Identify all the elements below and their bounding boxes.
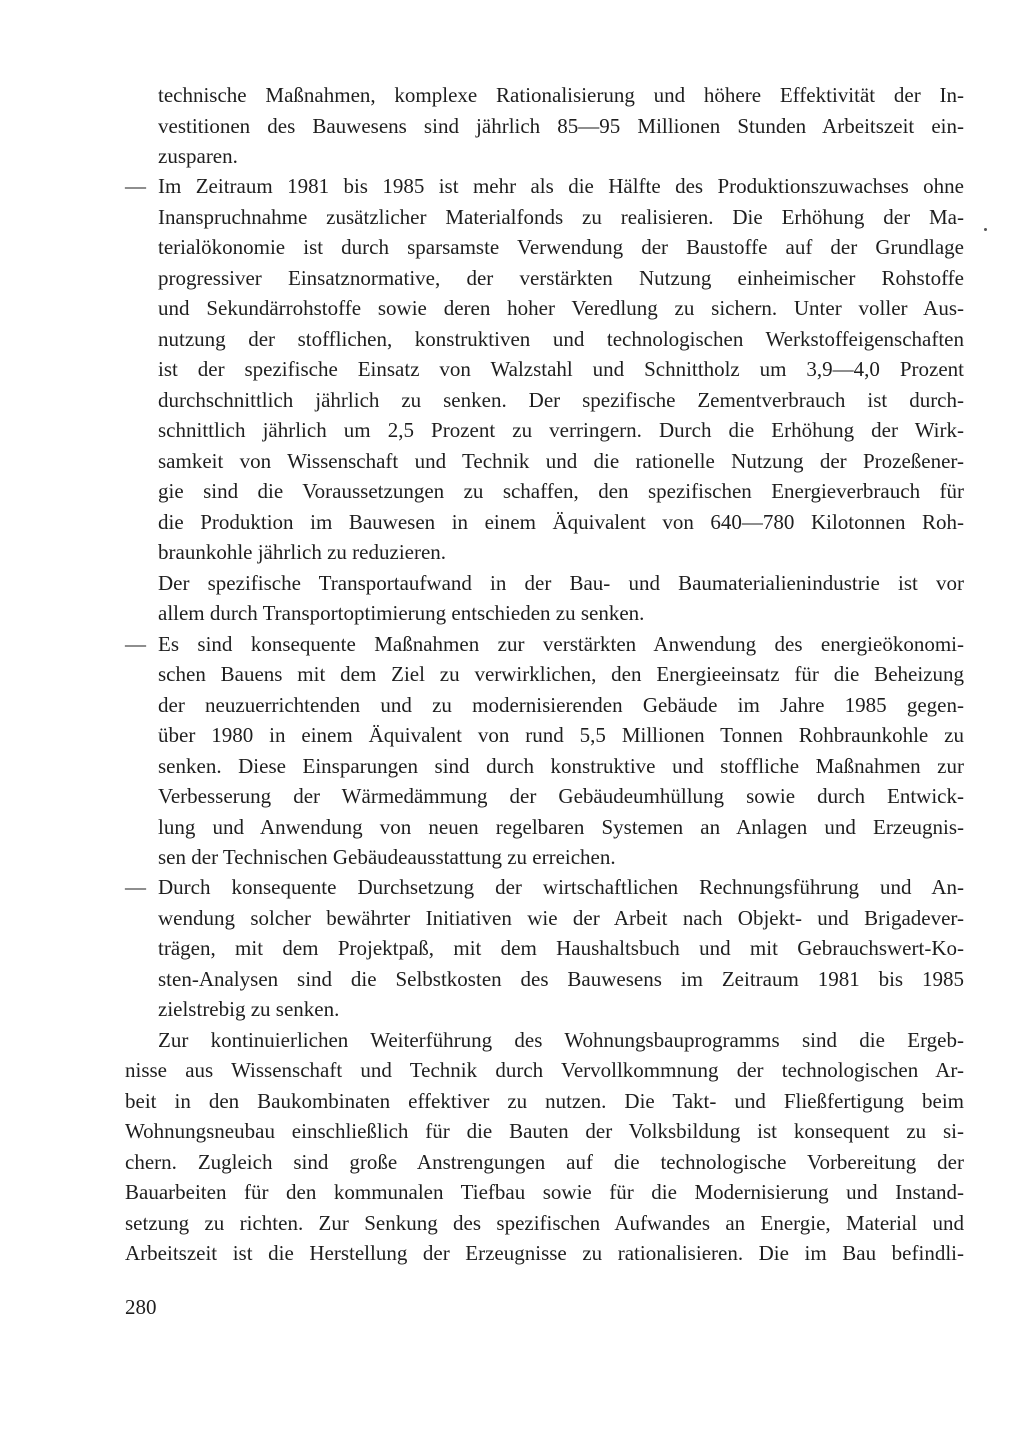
text-line: Wohnungsneubau einschließlich für die Bauten der Volksbildung ist konsequent zu si-	[125, 1119, 964, 1143]
text-line: Arbeitszeit ist die Herstellung der Erzeugnisse zu rationalisieren. Die im Bau befindli-	[125, 1241, 964, 1265]
page-number: 280	[125, 1295, 157, 1319]
text-line: ist der spezifische Einsatz von Walzstahl und Schnittholz um 3,9—4,0 Prozent	[158, 357, 964, 381]
text-line: die Produktion im Bauwesen in einem Äquivalent von 640—780 Kilotonnen Roh-	[158, 510, 964, 534]
text-line: setzung zu richten. Zur Senkung des spezifischen Aufwandes an Energie, Material und	[125, 1211, 964, 1235]
text-line: chern. Zugleich sind große Anstrengungen auf die technologische Vorbereitung der	[125, 1150, 964, 1174]
text-line: samkeit von Wissenschaft und Technik und die rationelle Nutzung der Prozeßener-	[158, 449, 964, 473]
text-line: Zur kontinuierlichen Weiterführung des Wohnungsbauprogramms sind die Ergeb-	[158, 1028, 964, 1052]
text-line: Es sind konsequente Maßnahmen zur verstärkten Anwendung des energieökonomi-	[158, 632, 964, 656]
text-line: allem durch Transportoptimierung entschieden zu senken.	[158, 601, 645, 625]
text-line: Im Zeitraum 1981 bis 1985 ist mehr als die Hälfte des Produktionszuwachses ohne	[158, 174, 964, 198]
text-line: nutzung der stofflichen, konstruktiven und technologischen Werkstoffeigenschaften	[158, 327, 964, 351]
text-line: durchschnittlich jährlich zu senken. Der spezifische Zementverbrauch ist durch-	[158, 388, 964, 412]
text-line: Verbesserung der Wärmedämmung der Gebäudeumhüllung sowie durch Entwick-	[158, 784, 964, 808]
text-line: Bauarbeiten für den kommunalen Tiefbau sowie für die Modernisierung und Instand-	[125, 1180, 964, 1204]
scan-speck	[984, 228, 987, 231]
list-dash: —	[125, 875, 146, 899]
list-dash: —	[125, 174, 146, 198]
text-line: Inanspruchnahme zusätzlicher Materialfonds zu realisieren. Die Erhöhung der Ma-	[158, 205, 964, 229]
text-line: vestitionen des Bauwesens sind jährlich 85—95 Millionen Stunden Arbeitszeit ein-	[158, 114, 964, 138]
text-line: der neuzuerrichtenden und zu modernisierenden Gebäude im Jahre 1985 gegen-	[158, 693, 964, 717]
text-line: wendung solcher bewährter Initiativen wie der Arbeit nach Objekt- und Brigadever-	[158, 906, 964, 930]
text-line: braunkohle jährlich zu reduzieren.	[158, 540, 447, 564]
text-line: nisse aus Wissenschaft und Technik durch Vervollkommnung der technologischen Ar-	[125, 1058, 964, 1082]
text-line: progressiver Einsatznormative, der verstärkten Nutzung einheimischer Rohstoffe	[158, 266, 964, 290]
text-line: zielstrebig zu senken.	[158, 997, 340, 1021]
text-line: technische Maßnahmen, komplexe Rationalisierung und höhere Effektivität der In-	[158, 83, 964, 107]
text-line: Durch konsequente Durchsetzung der wirtschaftlichen Rechnungsführung und An-	[158, 875, 964, 899]
text-line: über 1980 in einem Äquivalent von rund 5,5 Millionen Tonnen Rohbraunkohle zu	[158, 723, 964, 747]
list-dash: —	[125, 632, 146, 656]
text-line: gie sind die Voraussetzungen zu schaffen, den spezifischen Energieverbrauch für	[158, 479, 964, 503]
text-line: zusparen.	[158, 144, 238, 168]
text-line: beit in den Baukombinaten effektiver zu nutzen. Die Takt- und Fließfertigung beim	[125, 1089, 964, 1113]
text-line: terialökonomie ist durch sparsamste Verwendung der Baustoffe auf der Grundlage	[158, 235, 964, 259]
text-line: und Sekundärrohstoffe sowie deren hoher Veredlung zu sichern. Unter voller Aus-	[158, 296, 964, 320]
text-line: sten-Analysen sind die Selbstkosten des Bauwesens im Zeitraum 1981 bis 1985	[158, 967, 964, 991]
text-line: lung und Anwendung von neuen regelbaren Systemen an Anlagen und Erzeugnis-	[158, 815, 964, 839]
text-line: senken. Diese Einsparungen sind durch konstruktive und stoffliche Maßnahmen zur	[158, 754, 964, 778]
text-line: sen der Technischen Gebäudeausstattung zu erreichen.	[158, 845, 616, 869]
text-line: schnittlich jährlich um 2,5 Prozent zu verringern. Durch die Erhöhung der Wirk-	[158, 418, 964, 442]
text-line: Der spezifische Transportaufwand in der Bau- und Baumaterialienindustrie ist vor	[158, 571, 964, 595]
text-line: trägen, mit dem Projektpaß, mit dem Haushaltsbuch und mit Gebrauchswert-Ko-	[158, 936, 964, 960]
text-line: schen Bauens mit dem Ziel zu verwirklichen, den Energieeinsatz für die Beheizung	[158, 662, 964, 686]
